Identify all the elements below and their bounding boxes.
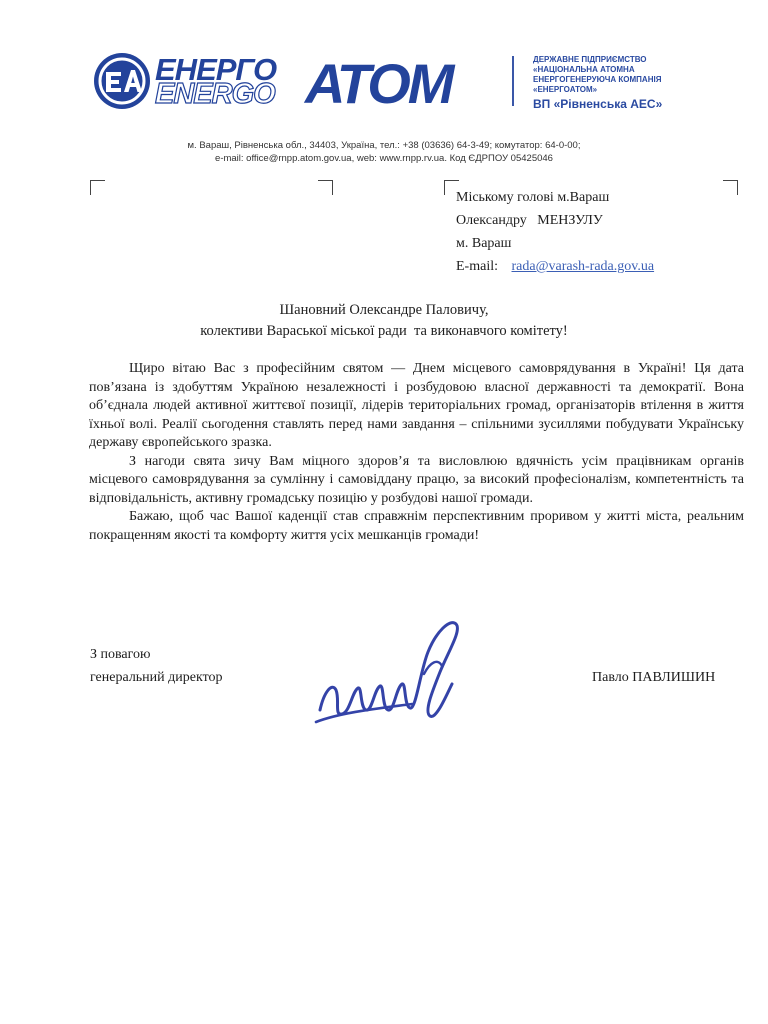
contact-line-address: м. Вараш, Рівненська обл., 34403, Україна, тел.: +38 (03636) 64-3-49; комутатор: 64-0-00; [187, 140, 581, 151]
addressee-email-label: E-mail: [456, 259, 498, 274]
salutation-line-2: колективи Вараської міської ради та виконавчого комітету! [200, 323, 568, 339]
org-line: «НАЦІОНАЛЬНА АТОМНА [533, 65, 635, 74]
salutation [0, 300, 768, 342]
logo-text-energo-en: ENERGO [155, 78, 275, 110]
contact-line-email: e-mail: office@rnpp.atom.gov.ua, web: www.rnpp.rv.ua. Код ЄДРПОУ 05425046 [215, 153, 553, 164]
signer-name: Павло ПАВЛИШИН [592, 670, 716, 685]
logo-text-energo-ua: ЕНЕРГО [155, 52, 277, 87]
addressee-email-row [456, 255, 654, 278]
addressee-block [456, 186, 654, 278]
energoatom-logo-icon [93, 52, 151, 110]
addressee-title: Міському голові м.Вараш [456, 190, 610, 205]
closing-regards: З повагою [90, 647, 151, 662]
body-paragraph: Щиро вітаю Вас з професійним святом — Днем місцевого самоврядування в Україні! Ця дата пов’язана із здобуттям Україною незалежності і розбудовою власної державності та демократії. Вона об’єднала людей активної життєвої позиції, лідерів територіальних громад, організаторів втілення в життя їхньої волі. Реалії сьогодення ставлять перед нами завдання – спільними зусиллями побудувати Українську державу європейського зразка. [89, 361, 744, 450]
salutation-line-1: Шановний Олександре Паловичу, [279, 302, 489, 318]
body-paragraph: Бажаю, щоб час Вашої каденції став справжнім перспективним проривом у житті міста, реальним покращенням якості та комфорту життя усіх мешканців громади! [89, 509, 744, 543]
corner-mark-left-top [90, 180, 105, 195]
addressee-name: Олександру МЕНЗУЛУ [456, 213, 603, 228]
corner-mark-left-right [318, 180, 333, 195]
org-line: ЕНЕРГОГЕНЕРУЮЧА КОМПАНІЯ [533, 75, 662, 84]
addressee-city: м. Вараш [456, 236, 512, 251]
addressee-email-link[interactable]: rada@varash-rada.gov.ua [511, 259, 655, 274]
org-line: «ЕНЕРГОАТОМ» [533, 85, 598, 94]
org-line: ДЕРЖАВНЕ ПІДПРИЄМСТВО [533, 55, 647, 64]
body-paragraph: З нагоди свята зичу Вам міцного здоров’я та висловлюю вдячність усім працівникам органів місцевого самоврядування за сумлінну і самовіддану працю, за високий професіоналізм, компетентність та відповідальність, активну громадську позицію у розбудові нашої громади. [89, 453, 744, 506]
organization-block [533, 55, 733, 111]
org-unit-name: ВП «Рівненська АЕС» [533, 97, 663, 111]
header-divider [512, 56, 514, 106]
corner-mark-right-right [723, 180, 738, 195]
letter-body [89, 360, 744, 545]
handwritten-signature [312, 612, 472, 737]
company-logo [93, 52, 493, 115]
closing-position: генеральний директор [90, 670, 223, 685]
closing-block [90, 643, 223, 689]
logo-text-atom: АТОМ [305, 52, 452, 115]
